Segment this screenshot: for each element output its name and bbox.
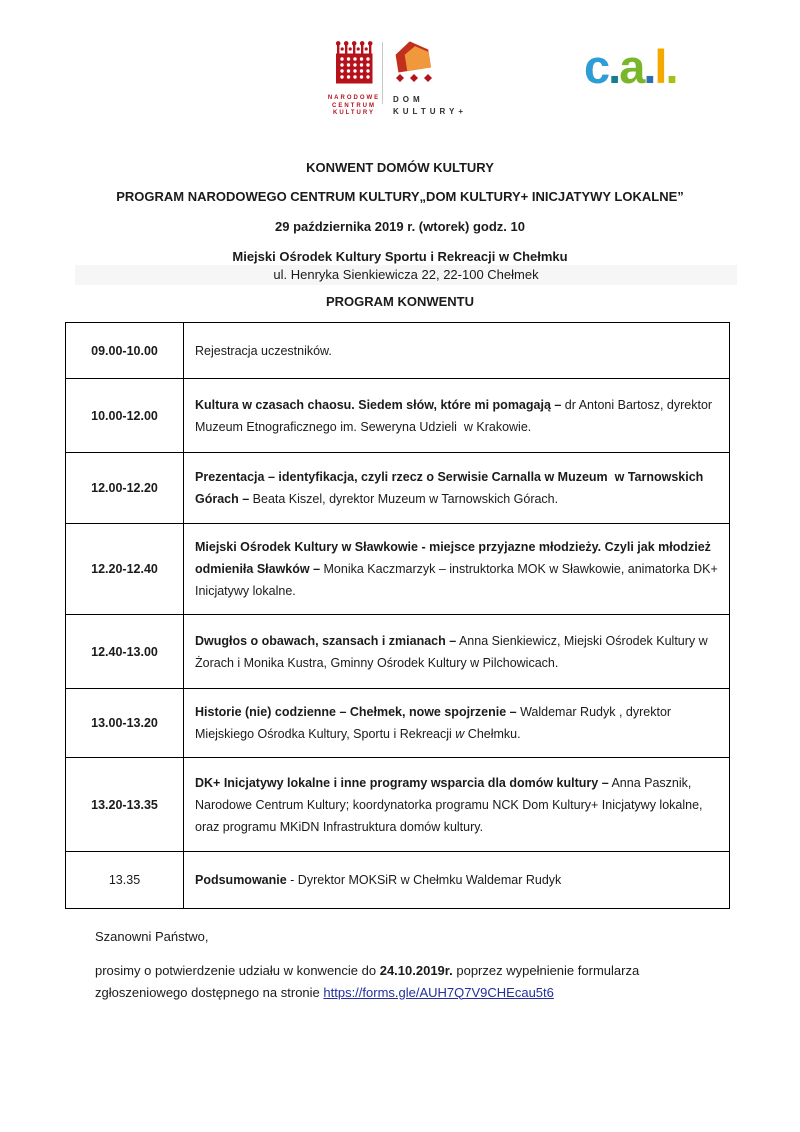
schedule-table xyxy=(65,322,730,909)
cal-letter: a xyxy=(619,40,644,93)
text-segment: Monika Kaczmarzyk – instruktorka MOK w Sławkowie, animatorka DK+ Inicjatywy lokalne. xyxy=(195,562,722,598)
nck-logo-line2: CENTRUM xyxy=(332,102,376,109)
event-date: 29 października 2019 r. (wtorek) godz. 10 xyxy=(275,219,525,234)
dom-kultury-logo xyxy=(393,40,483,118)
dk-logo-line1: DOM xyxy=(393,95,424,104)
description-cell xyxy=(184,615,730,689)
nck-logo-line3: KULTURY xyxy=(333,110,375,116)
text-segment: 24.10.2019r. xyxy=(379,963,453,978)
event-title: KONWENT DOMÓW KULTURY xyxy=(306,160,494,175)
description-cell xyxy=(184,852,730,909)
diamond-icons xyxy=(396,74,432,82)
text-segment: Dwugłos o obawach, szansach i zmianach – xyxy=(195,633,457,648)
cal-letter: . xyxy=(608,40,620,93)
cal-letter: . xyxy=(665,40,677,93)
text-segment: dr Antoni Bartosz, dyrektor Muzeum Etnograficznego im. Seweryna Udzieli w Krakowie. xyxy=(195,397,716,434)
text-segment: DK+ Inicjatywy lokalne i inne programy wsparcia dla domów kultury – xyxy=(195,775,609,790)
text-segment: zgłoszeniowego dostępnego na stronie xyxy=(95,984,324,1000)
time-cell: 12.20-12.40 xyxy=(66,524,184,615)
cal-letter: . xyxy=(643,40,655,93)
time-cell: 12.40-13.00 xyxy=(66,615,184,689)
schedule-row xyxy=(66,615,730,689)
footer-body xyxy=(95,960,720,1003)
cal-letter: l xyxy=(654,40,666,93)
dom-kultury-house-icon xyxy=(393,40,439,86)
schedule-row xyxy=(66,689,730,758)
nck-crown-icon xyxy=(333,40,375,86)
footer-salutation: Szanowni Państwo, xyxy=(95,929,209,944)
text-segment: Prezentacja – identyfikacja, czyli rzecz o Serwisie Carnalla w Muzeum w Tarnowskich Górach – xyxy=(195,470,707,506)
dk-logo-line2: KULTURY+ xyxy=(393,107,467,116)
text-segment: prosimy o potwierdzenie udziału w konwencie do xyxy=(95,963,380,978)
time-cell: 13.00-13.20 xyxy=(66,689,184,758)
program-title-line: PROGRAM NARODOWEGO CENTRUM KULTURY„DOM KULTURY+ INICJATYWY LOKALNE” xyxy=(116,189,684,204)
description-cell xyxy=(184,453,730,524)
description-cell xyxy=(184,323,730,379)
schedule-table-body xyxy=(66,323,730,909)
text-segment: Podsumowanie xyxy=(195,873,287,887)
nck-logo xyxy=(323,40,385,118)
nck-logo-line1: NARODOWE xyxy=(327,95,381,101)
text-segment: Anna Sienkiewicz, Miejski Ośrodek Kultury w Żorach i Monika Kustra, Gminny Ośrodek Kultury w Pilchowicach. xyxy=(195,633,712,670)
schedule-row xyxy=(66,852,730,909)
text-segment: poprzez wypełnienie formularza xyxy=(452,963,640,978)
time-cell: 12.00-12.20 xyxy=(66,453,184,524)
schedule-row xyxy=(66,323,730,379)
time-cell: 10.00-12.00 xyxy=(66,379,184,453)
schedule-row xyxy=(66,758,730,852)
schedule-row xyxy=(66,453,730,524)
time-cell: 09.00-10.00 xyxy=(66,323,184,379)
text-segment: Chełmku. xyxy=(464,727,521,741)
text-segment: Anna Pasznik, Narodowe Centrum Kultury; koordynatorka programu NCK Dom Kultury+ Inicjatywy lokalne, oraz programu MKiDN Infrastruktura domów kultury. xyxy=(195,775,706,834)
text-segment: Kultura w czasach chaosu. Siedem słów, które mi pomagają – xyxy=(195,397,562,412)
cal-logo xyxy=(584,38,677,96)
registration-form-link[interactable]: https://forms.gle/AUH7Q7V9CHEcau5t6 xyxy=(323,984,554,1000)
description-cell xyxy=(184,758,730,852)
event-address: ul. Henryka Sienkiewicza 22, 22-100 Chełmek xyxy=(75,265,737,285)
description-cell xyxy=(184,524,730,615)
text-segment: Historie (nie) codzienne – Chełmek, nowe spojrzenie – xyxy=(195,705,517,719)
text-segment: w xyxy=(455,727,465,741)
logo-separator xyxy=(382,42,383,104)
time-cell: 13.20-13.35 xyxy=(66,758,184,852)
text-segment: Rejestracja uczestników. xyxy=(195,343,332,358)
program-konwentu-heading: PROGRAM KONWENTU xyxy=(325,294,475,309)
text-segment: Waldemar Rudyk , dyrektor Miejskiego Ośrodka Kultury, Sportu i Rekreacji xyxy=(195,705,675,741)
text-segment: Miejski Ośrodek Kultury w Sławkowie - miejsce przyjazne młodzieży. Czyli jak młodzież odmieniła Sławków – xyxy=(195,540,715,576)
description-cell xyxy=(184,689,730,758)
schedule-row xyxy=(66,379,730,453)
text-segment: Beata Kiszel, dyrektor Muzeum w Tarnowskich Górach. xyxy=(249,492,559,506)
description-cell xyxy=(184,379,730,453)
schedule-row xyxy=(66,524,730,615)
text-segment: - Dyrektor MOKSiR w Chełmku Waldemar Rudyk xyxy=(286,873,562,887)
cal-letter: c xyxy=(584,40,609,93)
time-cell: 13.35 xyxy=(66,852,184,909)
event-venue: Miejski Ośrodek Kultury Sportu i Rekreacji w Chełmku xyxy=(232,249,568,264)
